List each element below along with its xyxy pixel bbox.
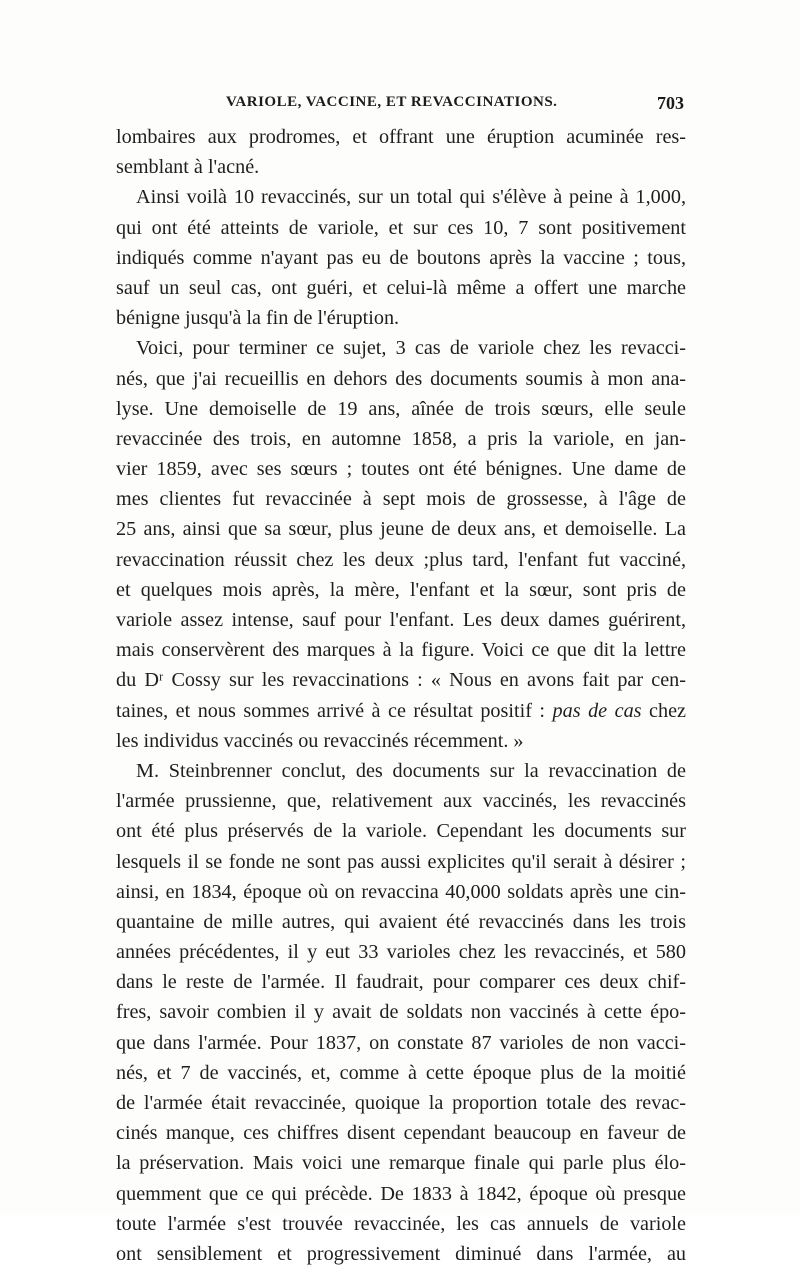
text-line (116, 1179, 686, 1209)
text-line (116, 243, 686, 273)
text-line-content: mais conservèrent des marques à la figure. Voici ce que dit la lettre (116, 639, 686, 662)
text-line-content: revaccination réussit chez les deux ;plus tard, l'enfant fut vacciné, (116, 548, 686, 571)
text-line (116, 726, 686, 756)
body-text (116, 122, 686, 1269)
text-line-content: les individus vaccinés ou revaccinés récemment. » (116, 729, 524, 752)
text-line-content: lesquels il se fonde ne sont pas aussi explicites qu'il serait à désirer ; (116, 850, 686, 873)
text-line (116, 696, 686, 726)
text-line-content: semblant à l'acné. (116, 156, 260, 179)
text-line-content: quemment que ce qui précède. De 1833 à 1842, époque où presque (116, 1182, 686, 1205)
text-line-content: mes clientes fut revaccinée à sept mois de grossesse, à l'âge de (116, 488, 686, 511)
text-line (116, 454, 686, 484)
text-line-content: fres, savoir combien il y avait de soldats non vaccinés à cette épo- (116, 1001, 686, 1024)
text-line-content: lombaires aux prodromes, et offrant une éruption acuminée res- (116, 126, 686, 148)
text-line-content: variole assez intense, sauf pour l'enfant. Les deux dames guérirent, (116, 609, 686, 631)
text-line (116, 575, 686, 605)
text-line-content: sauf un seul cas, ont guéri, et celui-là même a offert une marche (116, 276, 686, 299)
text-line (116, 635, 686, 665)
text-line-content: Ainsi voilà 10 revaccinés, sur un total qui s'élève à peine à 1,000, (136, 186, 686, 209)
text-line-content: bénigne jusqu'à la fin de l'éruption. (116, 307, 400, 330)
text-line-content: lyse. Une demoiselle de 19 ans, aînée de trois sœurs, elle seule (116, 397, 686, 420)
text-line-content: cinés manque, ces chiffres disent cependant beaucoup en faveur de (116, 1122, 686, 1145)
text-line-content: de l'armée était revaccinée, quoique la proportion totale des revac- (116, 1092, 686, 1114)
text-line (116, 122, 686, 152)
text-line-content: qui ont été atteints de variole, et sur ces 10, 7 sont positivement (116, 216, 686, 239)
text-line-content: toute l'armée s'est trouvée revaccinée, les cas annuels de variole (116, 1212, 686, 1235)
text-line (116, 1088, 686, 1118)
text-line (116, 877, 686, 907)
text-line-content: Voici, pour terminer ce sujet, 3 cas de variole chez les revacci- (136, 337, 686, 360)
page-number: 703 (657, 93, 684, 113)
text-line (116, 182, 686, 212)
text-line (116, 394, 686, 424)
text-line (116, 1209, 686, 1239)
text-line-content: années précédentes, il y eut 33 varioles chez les revaccinés, et 580 (116, 941, 686, 964)
text-line-content: que dans l'armée. Pour 1837, on constate 87 varioles de non vacci- (116, 1031, 686, 1054)
text-line (116, 847, 686, 877)
text-line (116, 364, 686, 394)
text-line (116, 213, 686, 243)
text-line (116, 1118, 686, 1148)
text-line-content: indiqués comme n'ayant pas eu de boutons après la vaccine ; tous, (116, 246, 686, 269)
text-line-content: l'armée prussienne, que, relativement aux vaccinés, les revaccinés (116, 790, 686, 813)
text-line (116, 1148, 686, 1178)
text-line-content: vier 1859, avec ses sœurs ; toutes ont été bénignes. Une dame de (116, 458, 686, 481)
text-line (116, 756, 686, 786)
text-line (116, 1058, 686, 1088)
text-line-tail: chez (649, 699, 687, 722)
text-line-content: nés, et 7 de vaccinés, et, comme à cette époque plus de la moitié (116, 1061, 686, 1084)
text-line-content: M. Steinbrenner conclut, des documents sur la revaccination de (136, 759, 686, 782)
text-line (116, 816, 686, 846)
text-line-content: 25 ans, ainsi que sa sœur, plus jeune de deux ans, et demoiselle. La (116, 518, 686, 541)
text-line (116, 303, 686, 333)
text-line-content: ont été plus préservés de la variole. Cependant les documents sur (116, 820, 686, 843)
text-line (116, 152, 686, 182)
text-line-content: dans le reste de l'armée. Il faudrait, pour comparer ces deux chif- (116, 971, 686, 994)
text-line-content: nés, que j'ai recueillis en dehors des documents soumis à mon ana- (116, 367, 686, 390)
text-line-content: taines, et nous sommes arrivé à ce résultat positif : (116, 699, 546, 722)
text-line (116, 1239, 686, 1269)
text-line (116, 333, 686, 363)
text-line-content: quantaine de mille autres, qui avaient été revaccinés dans les trois (116, 910, 686, 933)
running-title: VARIOLE, VACCINE, ET REVACCINATIONS. (226, 94, 558, 110)
text-line (116, 786, 686, 816)
text-line (116, 545, 686, 575)
text-line (116, 907, 686, 937)
text-line (116, 273, 686, 303)
text-line-content: et quelques mois après, la mère, l'enfant et la sœur, sont pris de (116, 578, 686, 601)
page-header (114, 94, 684, 118)
italic-phrase: pas de cas (552, 699, 642, 722)
text-line (116, 937, 686, 967)
text-line-content: ainsi, en 1834, époque où on revaccina 40,000 soldats après une cin- (116, 880, 686, 903)
text-line (116, 665, 686, 695)
text-line-content: la préservation. Mais voici une remarque finale qui parle plus élo- (116, 1152, 686, 1175)
text-line (116, 605, 686, 635)
text-line (116, 514, 686, 544)
text-line (116, 1028, 686, 1058)
text-line-content: ont sensiblement et progressivement diminué dans l'armée, au (116, 1242, 686, 1265)
text-line (116, 997, 686, 1027)
text-line (116, 967, 686, 997)
text-line-content: du Dʳ Cossy sur les revaccinations : « Nous en avons fait par cen- (116, 669, 686, 692)
text-line (116, 424, 686, 454)
text-line (116, 484, 686, 514)
text-line-content: revaccinée des trois, en automne 1858, a pris la variole, en jan- (116, 427, 686, 450)
